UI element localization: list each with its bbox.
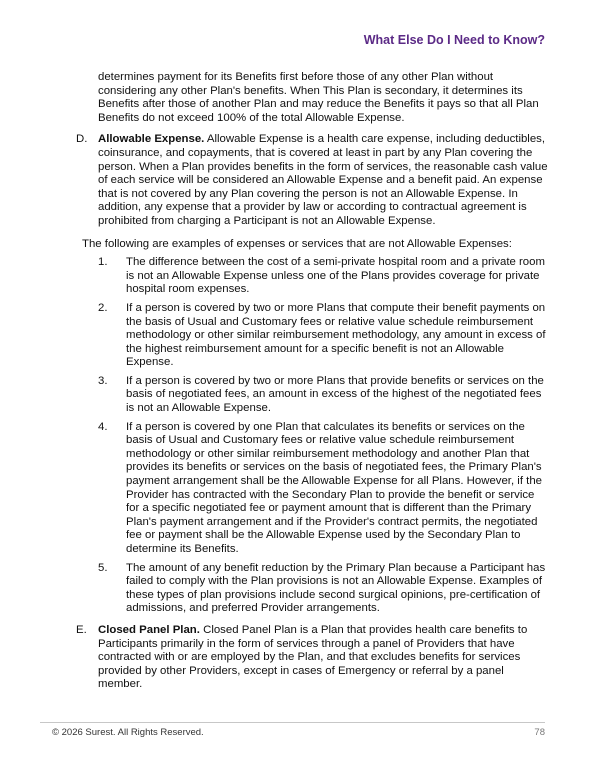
section-d-text: Allowable Expense is a health care expense, including deductibles, coinsurance, and copayments, that is covered at least in part by any Plan covering the person. When a Plan provides benefits in the form of services, the reasonable cash value of each service will be considered an Allowable Expense and a benefit paid. An expense that is not covered by any Plan covering the person is not an Allowable Expense. In addition, any expense that a provider by law or according to contractual agreement is prohibited from charging a Participant is not an Allowable Expense. [98,133,548,227]
page-number: 78 [534,727,545,738]
list-item-text: If a person is covered by two or more Plans that compute their benefit payments on the basis of Usual and Customary fees or relative value schedule reimbursement methodology or other similar reimbursement methodology, any amount in excess of the highest reimbursement amount for a specific benefit is not an Allowable Expense. [126,301,546,369]
document-body [62,71,550,692]
list-item [62,256,550,297]
footer-divider [40,722,545,723]
examples-lead: The following are examples of expenses or services that are not Allowable Expenses: [82,237,512,250]
section-d-title: Allowable Expense. [98,133,205,146]
intro-paragraph: determines payment for its Benefits first before those of any other Plan without considering any other Plan's benefits. When This Plan is secondary, it determines its Benefits after those of another Plan and may reduce the Benefits it pays so that all Plan Benefits do not exceed 100% of the total Allowable Expense. [98,71,539,124]
section-d [62,133,550,228]
page-header-title: What Else Do I Need to Know? [363,33,545,47]
section-d-paragraph [98,133,550,228]
list-item [62,375,550,416]
list-item-number: 2. [98,301,108,314]
list-item [62,421,550,557]
section-e-paragraph [98,624,550,692]
section-e-title: Closed Panel Plan. [98,623,200,636]
footer-copyright: © 2026 Surest. All Rights Reserved. [52,727,204,738]
section-e [62,624,550,692]
list-item-number: 3. [98,374,108,387]
examples-list [62,256,550,616]
list-item-text: The difference between the cost of a semi-private hospital room and a private room is not an Allowable Expense unless one of the Plans provides coverage for private hospital room expenses. [126,256,545,296]
section-e-letter: E. [76,623,87,636]
section-e-text: Closed Panel Plan is a Plan that provides health care benefits to Participants primarily in the form of services through a panel of Providers that have contracted with or are employed by the Plan, and that excludes benefits for services provided by other Providers, except in cases of Emergency or referral by a panel member. [98,623,528,691]
list-item-text: If a person is covered by one Plan that calculates its benefits or services on the basis of Usual and Customary fees or relative value schedule reimbursement methodology or other similar reimbursement methodology and another Plan that provides its benefits or services on the basis of negotiated fees, the Primary Plan's payment arrangement shall be the Allowable Expense for all Plans. However, if the Provider has contracted with the Secondary Plan to provide the benefit or service for a specific negotiated fee or payment amount that is different than the Primary Plan's payment arrangement and if the Provider's contract permits, the negotiated fee or payment shall be the Allowable Expense used by the Secondary Plan to determine its Benefits. [126,420,542,555]
list-item-text: The amount of any benefit reduction by the Primary Plan because a Participant has failed to comply with the Plan provisions is not an Allowable Expense. Examples of these types of plan provisions include second surgical opinions, pre-certification of admissions, and preferred Provider arrangements. [126,561,546,615]
list-item-number: 5. [98,561,108,574]
list-item-number: 4. [98,420,108,433]
section-d-letter: D. [76,133,88,146]
list-item [62,562,550,616]
list-item-number: 1. [98,256,108,269]
list-item [62,302,550,370]
list-item-text: If a person is covered by two or more Plans that provide benefits or services on the basis of negotiated fees, an amount in excess of the highest of the negotiated fees is not an Allowable Expense. [126,374,544,415]
